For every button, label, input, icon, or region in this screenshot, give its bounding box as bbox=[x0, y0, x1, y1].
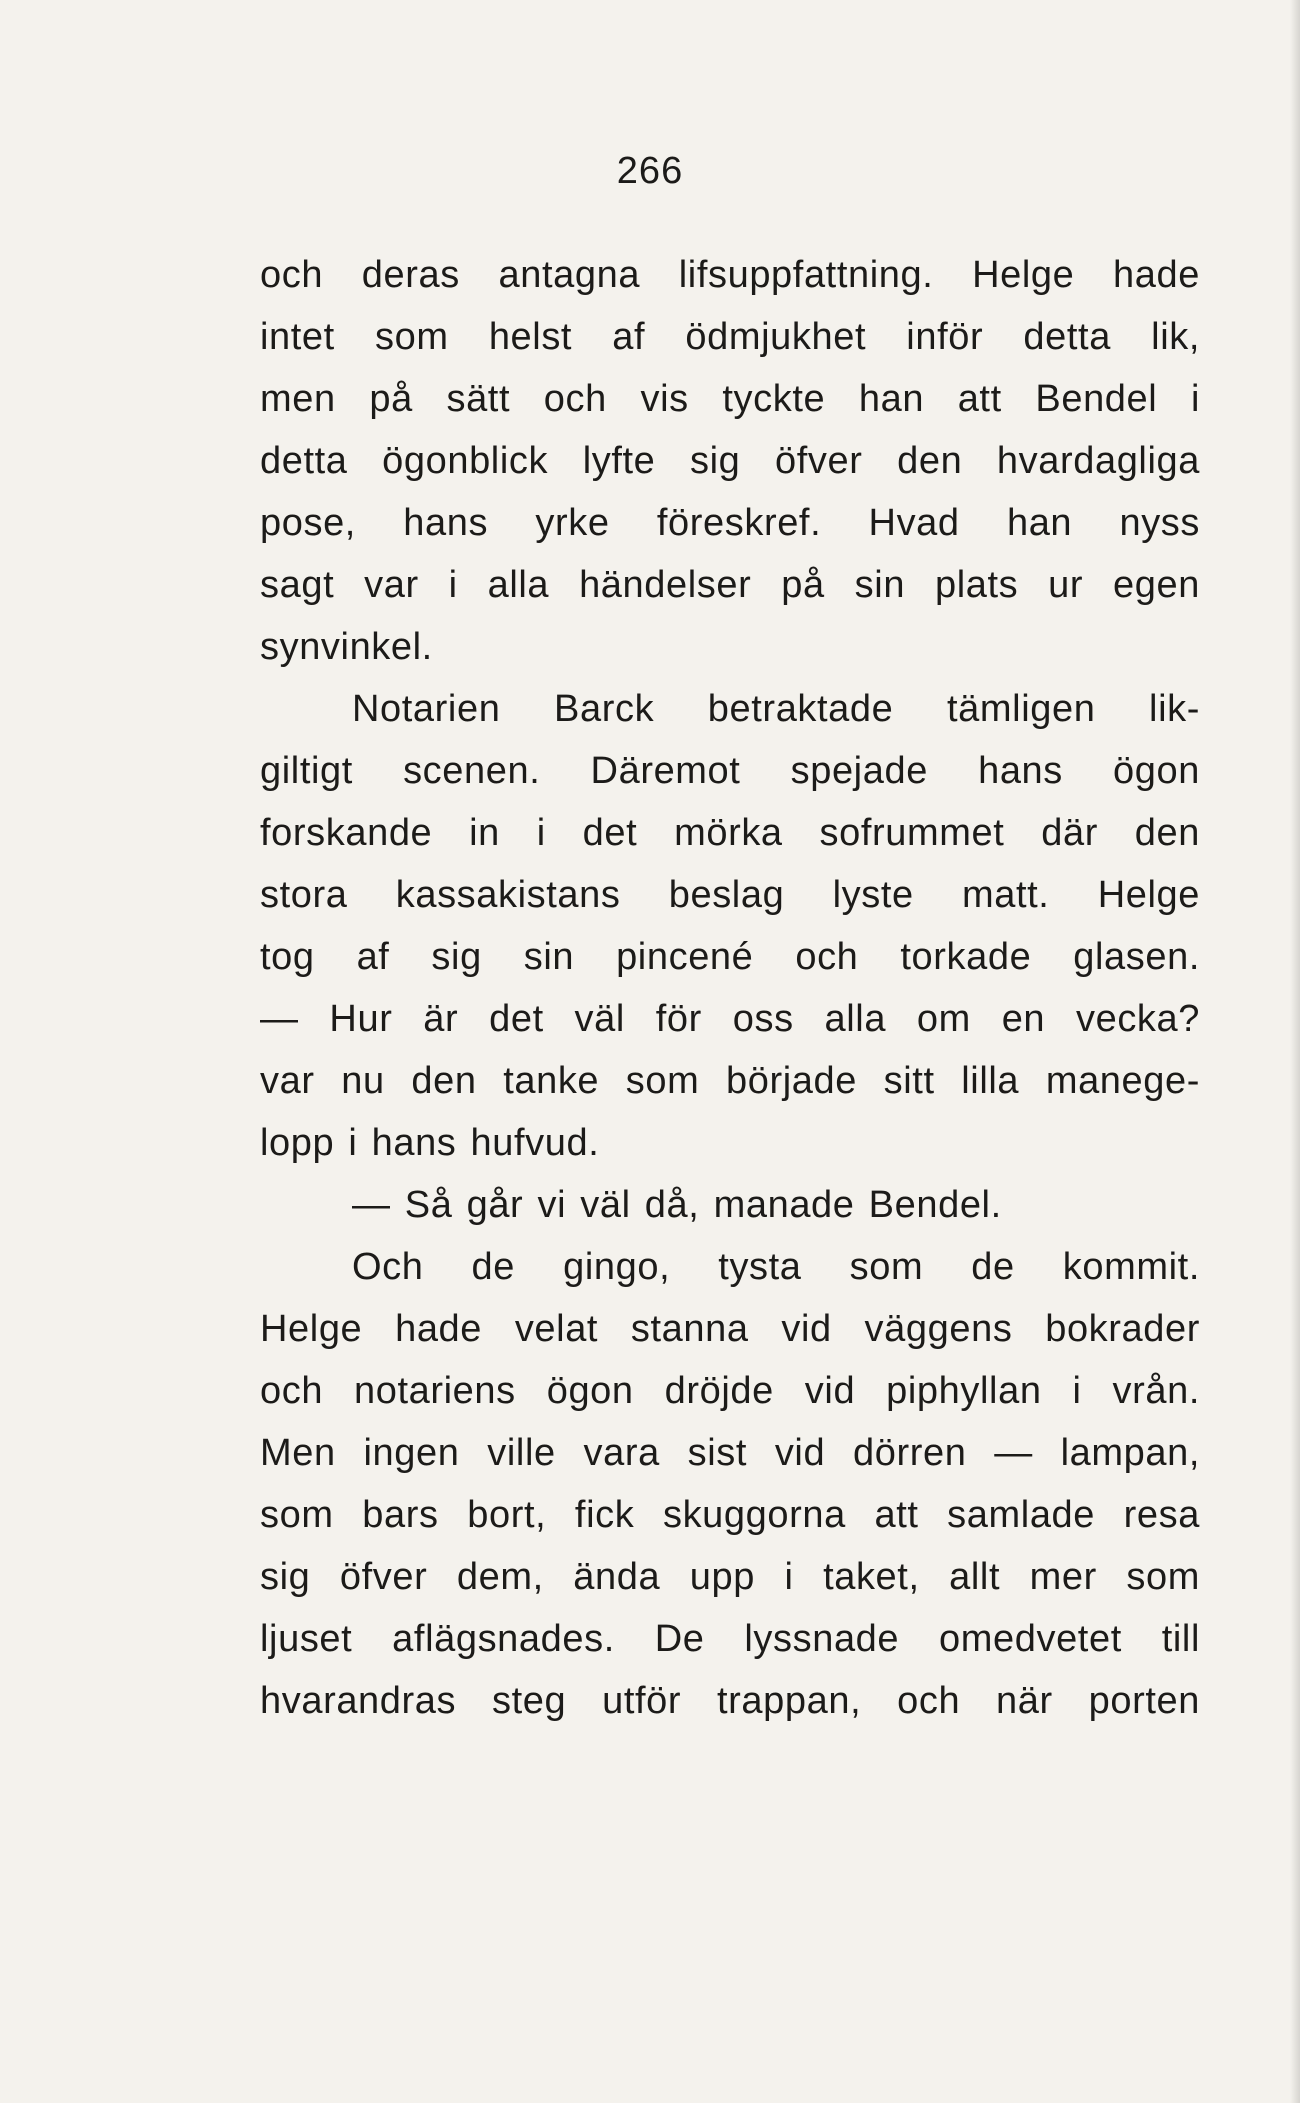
text-line: — Så går vi väl då, manade Bendel. bbox=[352, 1184, 1002, 1226]
text-line: giltigt scenen. Däremot spejade hans ögon bbox=[260, 750, 1200, 792]
text-line: och notariens ögon dröjde vid piphyllan i vrån. bbox=[260, 1370, 1200, 1412]
text-line: Helge hade velat stanna vid väggens bokrader bbox=[260, 1308, 1200, 1350]
text-line: var nu den tanke som började sitt lilla manege- bbox=[260, 1060, 1200, 1102]
text-line: forskande in i det mörka sofrummet där den bbox=[260, 812, 1200, 854]
text-line: Och de gingo, tysta som de kommit. bbox=[352, 1246, 1200, 1288]
text-line: tog af sig sin pincené och torkade glasen. bbox=[260, 936, 1200, 978]
text-line: lopp i hans hufvud. bbox=[260, 1122, 600, 1164]
text-line: pose, hans yrke föreskref. Hvad han nyss bbox=[260, 502, 1200, 544]
text-line: stora kassakistans beslag lyste matt. Helge bbox=[260, 874, 1200, 916]
text-line: som bars bort, fick skuggorna att samlade resa bbox=[260, 1494, 1200, 1536]
text-line: Men ingen ville vara sist vid dörren — lampan, bbox=[260, 1432, 1200, 1474]
text-line: synvinkel. bbox=[260, 626, 433, 668]
text-line: och deras antagna lifsuppfattning. Helge hade bbox=[260, 254, 1200, 296]
text-line: sig öfver dem, ända upp i taket, allt mer som bbox=[260, 1556, 1200, 1598]
text-line: men på sätt och vis tyckte han att Bendel i bbox=[260, 378, 1200, 420]
text-line: ljuset aflägsnades. De lyssnade omedvetet till bbox=[260, 1618, 1200, 1660]
text-line: intet som helst af ödmjukhet inför detta lik, bbox=[260, 316, 1200, 358]
text-line: — Hur är det väl för oss alla om en vecka? bbox=[260, 998, 1200, 1040]
text-line: detta ögonblick lyfte sig öfver den hvardagliga bbox=[260, 440, 1200, 482]
page-number: 266 bbox=[616, 150, 684, 192]
text-line: sagt var i alla händelser på sin plats ur egen bbox=[260, 564, 1200, 606]
body-text bbox=[260, 244, 1200, 1732]
text-line: Notarien Barck betraktade tämligen lik- bbox=[352, 688, 1200, 730]
text-line: hvarandras steg utför trappan, och när porten bbox=[260, 1680, 1200, 1722]
page-edge-shadow bbox=[1290, 0, 1300, 2103]
